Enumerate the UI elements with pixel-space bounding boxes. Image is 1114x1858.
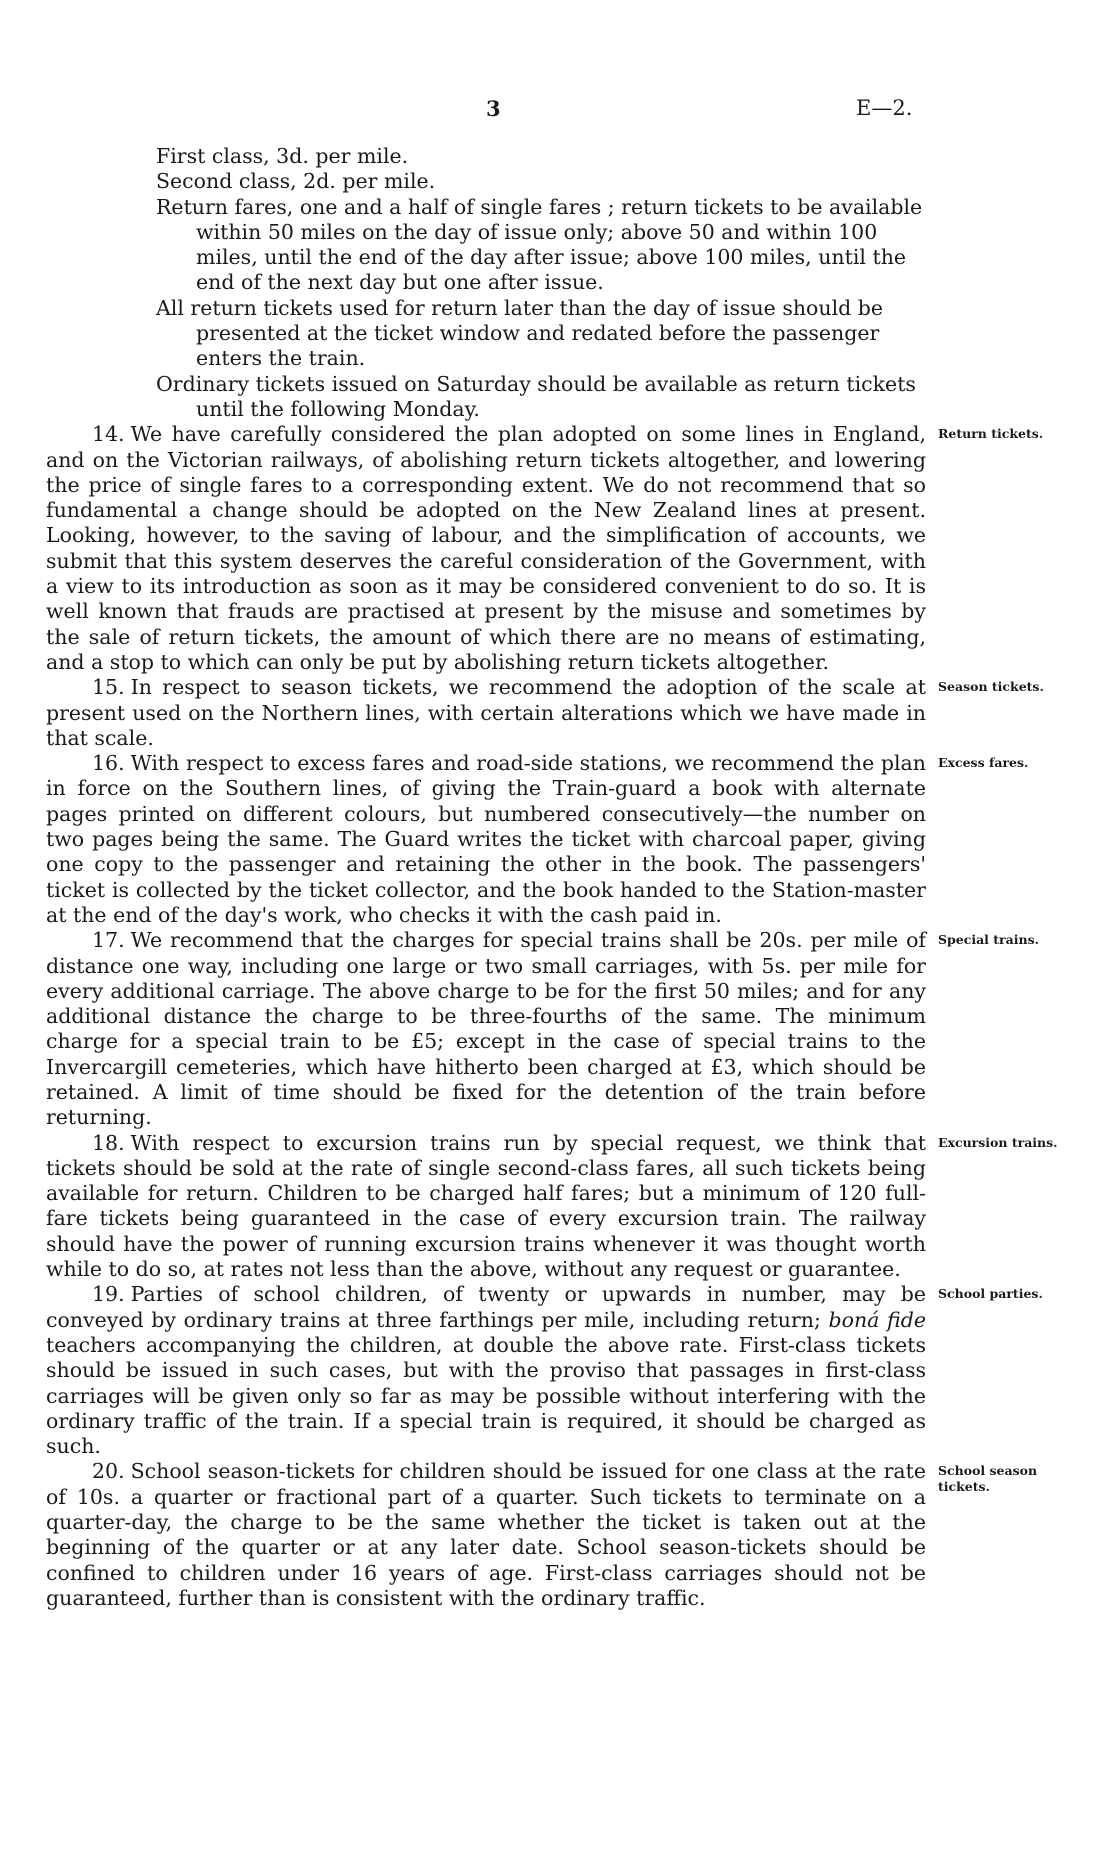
paragraph-14	[46, 422, 926, 675]
paragraph-text: We have carefully considered the plan adopted on some lines in England, and on the Victorian railways, of abolishing return tickets altogether, and lowering the price of single fares to a corresponding extent. We do not recommend that so fundamental a change should be adopted on the New Zealand lines at present. Looking, however, to the saving of labour, and the simplification of accounts, we submit that this system deserves the careful consideration of the Government, with a view to its introduction as soon as it may be considered convenient to do so. It is well known that frauds are practised at present by the misuse and sometimes by the sale of return tickets, the amount of which there are no means of estimating, and a stop to which can only be put by abolishing return tickets altogether.	[46, 422, 926, 674]
page-number: 3	[486, 96, 501, 121]
body-text	[46, 144, 1058, 1611]
margin-note-line: tickets.	[938, 1479, 990, 1495]
paragraph-16	[46, 751, 926, 928]
paragraph-18-row	[46, 1130, 1058, 1283]
paragraph-number: 18.	[92, 1130, 125, 1155]
page-header	[0, 96, 1114, 126]
paragraph-text: School season-tickets for children should be issued for one class at the rate of 10s. a quarter or fractional part of a quarter. Such tickets to terminate on a quarter-day, the charge to be the same whether the ticket is taken out at the beginning of the quarter or at any later date. School season-tickets should be confined to children under 16 years of age. First-class carriages should not be guaranteed, further than is consistent with the ordinary traffic.	[46, 1459, 926, 1610]
paragraph-number: 15.	[92, 675, 125, 700]
paragraph-text-before: Parties of school children, of twenty or upwards in number, may be conveyed by ordinary trains at three farthings per mile, including return;	[46, 1282, 926, 1332]
margin-note-excess-fares: Excess fares.	[938, 755, 1029, 771]
margin-note-excursion-trains: Excursion trains.	[938, 1134, 1058, 1150]
paragraph-20-row	[46, 1459, 1038, 1611]
margin-note-return-tickets: Return tickets.	[938, 426, 1044, 442]
margin-note-line: School season	[938, 1463, 1038, 1479]
paragraph-text: In respect to season tickets, we recommend the adoption of the scale at present used on the Northern lines, with certain alterations which we have made in that scale.	[46, 675, 926, 750]
paragraph-20	[46, 1459, 926, 1611]
paragraph-text-after: teachers accompanying the children, at double the above rate. First-class tickets should be issued in such cases, but with the proviso that passages in first-class carriages will be given only so far as may be possible without interfering with the ordinary traffic of the train. If a special train is required, it should be charged as such.	[46, 1332, 926, 1459]
paragraph-15-row	[46, 675, 1044, 751]
paragraph-17-row	[46, 928, 1039, 1130]
paragraph-14-row	[46, 422, 1044, 675]
paragraph-number: 20.	[92, 1459, 125, 1484]
margin-note-season-tickets: Season tickets.	[938, 679, 1044, 695]
paragraph-number: 17.	[92, 928, 125, 953]
fare-return-redated: All return tickets used for return later than the day of issue should be presented at the ticket window and redated before the passenger enters the train.	[156, 295, 884, 371]
paragraph-text: We recommend that the charges for special trains shall be 20s. per mile of distance one way, including one large or two small carriages, with 5s. per mile for every additional carriage. The above charge to be for the first 50 miles; and for any additional distance the charge to be three-fourths of the same. The minimum charge for a special train to be £5; except in the case of special trains to the Invercargill cemeteries, which have hitherto been charged at £3, which should be retained. A limit of time should be fixed for the detention of the train before returning.	[46, 928, 926, 1130]
paragraph-18	[46, 1131, 926, 1283]
paragraph-italic-phrase: boná fide	[828, 1307, 926, 1332]
margin-note-school-parties: School parties.	[938, 1286, 1043, 1302]
paragraph-19-row	[46, 1282, 1043, 1459]
paragraph-17	[46, 928, 926, 1130]
fare-return: Return fares, one and a half of single fares ; return tickets to be available within 50 miles on the day of issue only; above 50 and within 100 miles, until the end of the day after issue; above 100 miles, until the end of the next day but one after issue.	[156, 194, 923, 295]
margin-note-school-season-tickets	[938, 1463, 1114, 1495]
paragraph-number: 19.	[92, 1282, 125, 1307]
paragraph-text: With respect to excursion trains run by special request, we think that tickets should be sold at the rate of single second-class fares, all such tickets being available for return. Children to be charged half fares; but a minimum of 120 full-fare tickets being guaranteed in the case of every excursion train. The railway should have the power of running excursion trains whenever it was thought worth while to do so, at rates not less than the above, without any request or guarantee.	[46, 1130, 926, 1282]
paragraph-text: With respect to excess fares and road-side stations, we recommend the plan in force on the Southern lines, of giving the Train-guard a book with alternate pages printed on different colours, but numbered consecutively—the number on two pages being the same. The Guard writes the ticket with charcoal paper, giving one copy to the passenger and retaining the other in the book. The passengers' ticket is collected by the ticket collector, and the book handed to the Station-master at the end of the day's work, who checks it with the cash paid in.	[46, 751, 926, 927]
fare-second-class: Second class, 2d. per mile.	[156, 169, 436, 194]
paragraph-19	[46, 1282, 926, 1459]
paragraph-number: 14.	[92, 422, 125, 447]
paragraph-16-row	[46, 751, 1029, 928]
paragraph-15	[46, 675, 926, 751]
document-reference: E—2.	[856, 96, 913, 120]
fare-saturday-tickets: Ordinary tickets issued on Saturday should be available as return tickets until the following Monday.	[156, 371, 916, 421]
fare-first-class: First class, 3d. per mile.	[156, 144, 409, 168]
paragraph-number: 16.	[92, 751, 125, 776]
margin-note-special-trains: Special trains.	[938, 932, 1039, 948]
